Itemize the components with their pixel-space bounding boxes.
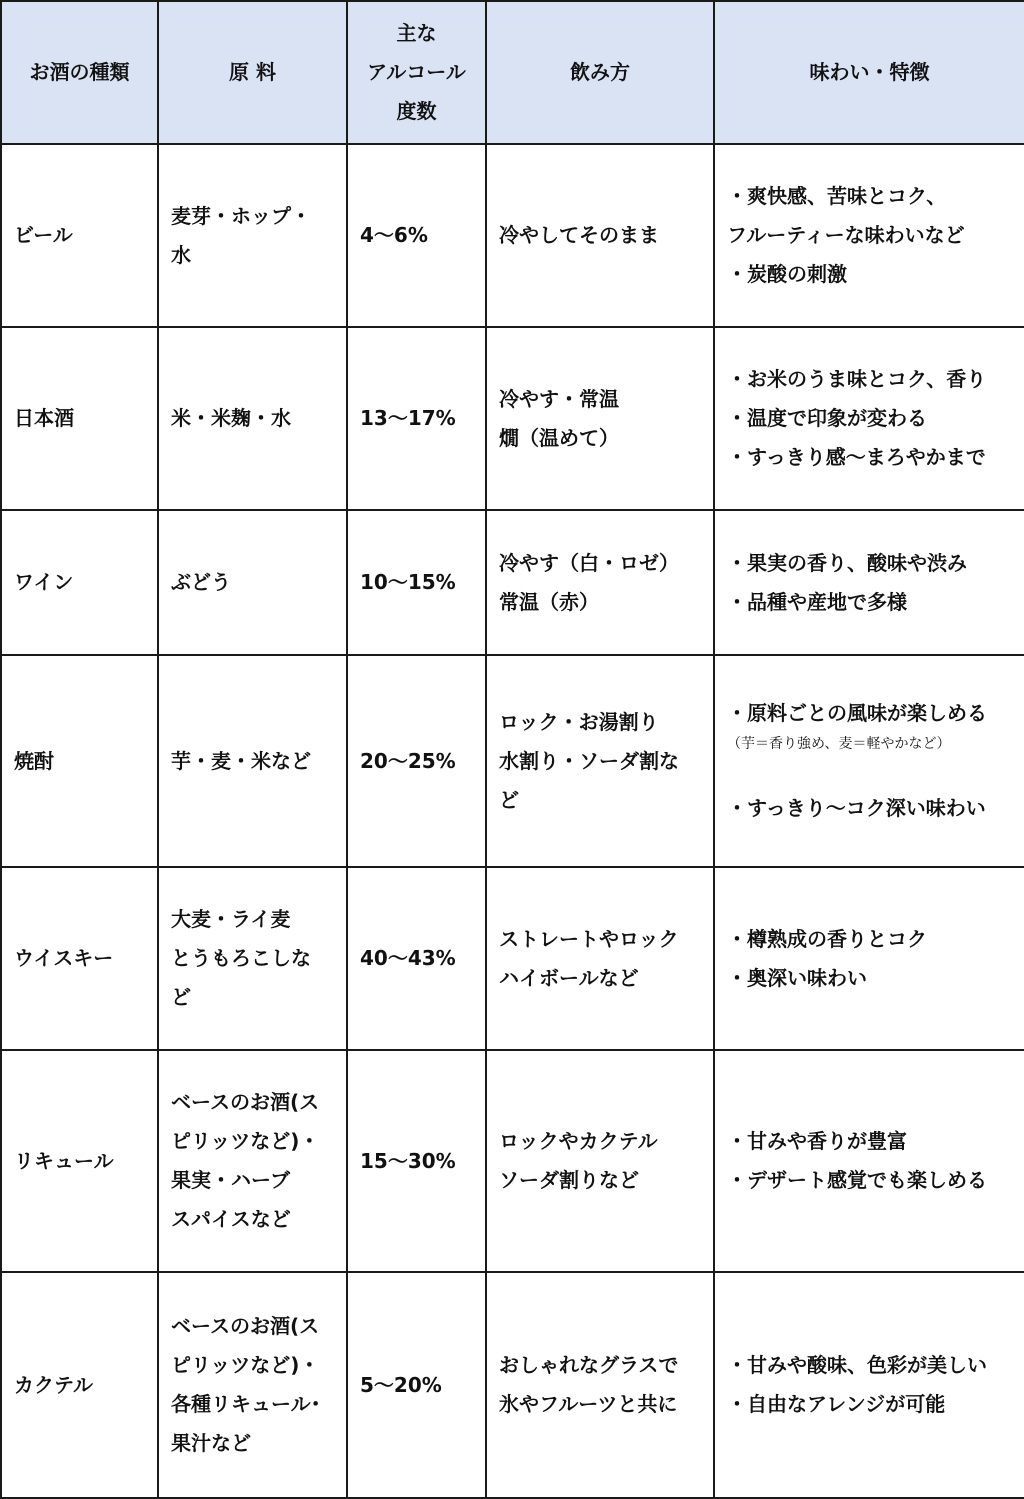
header-label: 味わい・特徴: [809, 60, 930, 84]
header-abv: [347, 1, 486, 144]
cell-ingredients: [158, 655, 347, 867]
cell-alcohol-type: リキュール: [1, 1050, 158, 1272]
header-label: お酒の種類: [29, 60, 130, 84]
table-row: [1, 327, 1024, 510]
ingredient-line: ベースのお酒(ス: [171, 1314, 320, 1338]
cell-abv: 13〜17%: [347, 327, 486, 510]
ingredient-line: とうもろこしな: [171, 946, 311, 970]
feature-line: ・お米のうま味とコク、香り: [727, 367, 987, 391]
cell-features: [714, 510, 1024, 655]
ingredient-line: ど: [171, 985, 191, 1009]
feature-line: ・自由なアレンジが可能: [727, 1392, 946, 1416]
cell-features: [714, 867, 1024, 1050]
feature-line: ・爽快感、苦味とコク、: [727, 184, 947, 208]
how-to-drink-line: 常温（赤）: [499, 589, 599, 614]
ingredient-line: 果実・ハーブ: [171, 1168, 290, 1192]
cell-alcohol-type: ウイスキー: [1, 867, 158, 1050]
how-to-drink-line: ど: [499, 787, 519, 812]
table-row: [1, 510, 1024, 655]
cell-how-to-drink: [486, 327, 714, 510]
cell-ingredients: [158, 327, 347, 510]
feature-line: ・すっきり感〜まろやかまで: [727, 445, 986, 469]
ingredient-line: ベースのお酒(ス: [171, 1090, 320, 1114]
cell-features: [714, 144, 1024, 327]
ingredient-line: ピリッツなど)・: [171, 1353, 320, 1377]
ingredient-line: ピリッツなど)・: [171, 1129, 320, 1153]
how-to-drink-line: ロックやカクテル: [499, 1129, 658, 1153]
cell-how-to-drink: [486, 510, 714, 655]
cell-abv: 15〜30%: [347, 1050, 486, 1272]
cell-abv: 20〜25%: [347, 655, 486, 867]
how-to-drink-line: 水割り・ソーダ割な: [499, 748, 679, 773]
how-to-drink-line: ソーダ割りなど: [499, 1168, 639, 1192]
feature-line: [727, 761, 1024, 789]
cell-features: [714, 327, 1024, 510]
ingredient-line: 芋・麦・米など: [171, 748, 311, 773]
cell-abv: 10〜15%: [347, 510, 486, 655]
ingredient-line: 米・米麹・水: [171, 406, 291, 430]
header-type: [1, 1, 158, 144]
cell-alcohol-type: 日本酒: [1, 327, 158, 510]
how-to-drink-line: ロック・お湯割り: [499, 709, 659, 734]
ingredient-line: 各種リキュール･: [171, 1392, 321, 1416]
feature-line: ・デザート感覚でも楽しめる: [727, 1168, 987, 1192]
how-to-drink-line: ハイボールなど: [499, 965, 639, 990]
feature-line: ・品種や産地で多様: [727, 589, 907, 614]
ingredient-line: スパイスなど: [171, 1207, 291, 1231]
feature-line: ・果実の香り、酸味や渋み: [727, 550, 967, 575]
cell-ingredients: [158, 1272, 347, 1498]
cell-features: [714, 1050, 1024, 1272]
ingredient-line: 水: [171, 242, 191, 267]
table-row: [1, 1050, 1024, 1272]
feature-line: ・すっきり〜コク深い味わい: [727, 796, 986, 820]
table-row: [1, 867, 1024, 1050]
cell-how-to-drink: [486, 144, 714, 327]
ingredient-line: 麦芽・ホップ・: [171, 203, 311, 228]
cell-features: [714, 1272, 1024, 1498]
header-label: 飲み方: [570, 60, 630, 84]
table-body: [1, 144, 1024, 1498]
ingredient-line: 果汁など: [171, 1431, 251, 1455]
feature-line: ・原料ごとの風味が楽しめる: [727, 701, 987, 725]
feature-line: （芋＝香り強め、麦＝軽やかなど）: [727, 736, 951, 752]
cell-features: [714, 655, 1024, 867]
feature-line: ・樽熟成の香りとコク: [727, 926, 927, 951]
table-row: [1, 144, 1024, 327]
how-to-drink-line: おしゃれなグラスで: [499, 1353, 679, 1377]
cell-alcohol-type: 焼酎: [1, 655, 158, 867]
header-how-to-drink: [486, 1, 714, 144]
cell-abv: 40〜43%: [347, 867, 486, 1050]
how-to-drink-line: 燗（温めて）: [499, 425, 619, 450]
header-features: [714, 1, 1024, 144]
how-to-drink-line: 冷やす（白・ロゼ）: [499, 550, 679, 575]
cell-alcohol-type: カクテル: [1, 1272, 158, 1498]
header-label: 度数: [396, 99, 437, 123]
cell-how-to-drink: [486, 1272, 714, 1498]
table-row: [1, 1272, 1024, 1498]
cell-ingredients: [158, 144, 347, 327]
table-row: [1, 655, 1024, 867]
feature-line: フルーティーな味わいなど: [727, 223, 965, 247]
cell-ingredients: [158, 867, 347, 1050]
ingredient-line: ぶどう: [171, 570, 231, 594]
cell-ingredients: [158, 510, 347, 655]
feature-line: ・甘みや酸味、色彩が美しい: [727, 1353, 987, 1377]
feature-line: ・温度で印象が変わる: [727, 406, 927, 430]
how-to-drink-line: 氷やフルーツと共に: [499, 1392, 678, 1416]
cell-alcohol-type: ワイン: [1, 510, 158, 655]
header-label: 主な: [396, 21, 437, 45]
cell-how-to-drink: [486, 655, 714, 867]
cell-alcohol-type: ビール: [1, 144, 158, 327]
how-to-drink-line: ストレートやロック: [499, 926, 679, 951]
table-header-row: [1, 1, 1024, 144]
cell-abv: 5〜20%: [347, 1272, 486, 1498]
header-label: アルコール: [367, 60, 466, 84]
header-label: 原 料: [229, 60, 276, 84]
ingredient-line: 大麦・ライ麦: [171, 907, 291, 931]
cell-how-to-drink: [486, 1050, 714, 1272]
how-to-drink-line: 冷やしてそのまま: [499, 223, 659, 247]
cell-how-to-drink: [486, 867, 714, 1050]
feature-line: ・甘みや香りが豊富: [727, 1129, 907, 1153]
cell-ingredients: [158, 1050, 347, 1272]
feature-line: ・炭酸の刺激: [727, 262, 847, 286]
cell-abv: 4〜6%: [347, 144, 486, 327]
header-ingredients: [158, 1, 347, 144]
feature-line: ・奥深い味わい: [727, 965, 867, 990]
how-to-drink-line: 冷やす・常温: [499, 386, 619, 411]
